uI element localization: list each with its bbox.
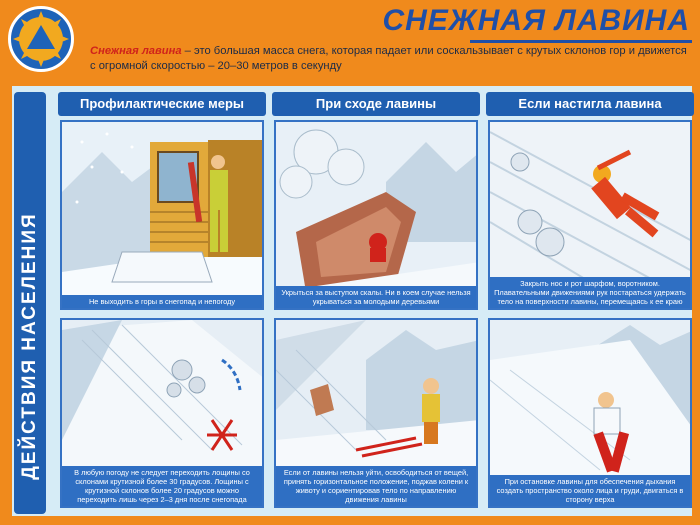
intro-text — [90, 44, 690, 80]
panel-slope-crossing — [60, 318, 264, 508]
column-prevention — [58, 92, 266, 516]
panel-rock-shelter — [274, 120, 478, 310]
caption-horizontal-position: Если от лавины нельзя уйти, освободиться от вещей, принять горизонтальное положение, поджав колени к животу и сориентировав тело по направлению движения лавины — [276, 466, 476, 506]
panel-breathing-space — [488, 318, 692, 508]
column-avalanche-start — [272, 92, 480, 516]
caption-swim-to-edge: Закрыть нос и рот шарфом, воротником. Плавательными движениями рук постараться удержать тело на поверхности лавины, перемещаясь к ее краю — [490, 277, 690, 308]
caption-rock-shelter: Укрыться за выступом скалы. Ни в коем случае нельзя укрываться за молодыми деревьями — [276, 286, 476, 308]
caption-stay-home: Не выходить в горы в снегопад и непогоду — [62, 295, 262, 308]
civil-defense-emblem-icon — [8, 6, 74, 72]
sidebar-banner — [14, 92, 46, 514]
title-underline — [470, 40, 692, 43]
intro-term: Снежная лавина — [90, 45, 182, 57]
column-header-caught: Если настигла лавина — [486, 92, 694, 116]
panel-swim-to-edge — [488, 120, 692, 310]
intro-definition: – это большая масса снега, которая падает или соскальзывает с крутых склонов гор и движется с огромной скоростью – 20–30 метров в секунду — [90, 45, 687, 72]
panel-horizontal-position — [274, 318, 478, 508]
caption-slope-crossing: В любую погоду не следует переходить лощины со склонами крутизной более 30 градусов. Лощины с крутизной склонов более 20 градусов можно переходить лишь через 2–3 дня после снегопада — [62, 466, 262, 506]
caption-breathing-space: При остановке лавины для обеспечения дыхания создать пространство около лица и груди, двигаться в сторону верха — [490, 475, 690, 506]
column-header-prevention: Профилактические меры — [58, 92, 266, 116]
column-header-avalanche-start: При сходе лавины — [272, 92, 480, 116]
illustration-rock-shelter — [276, 122, 478, 310]
sidebar-label: ДЕЙСТВИЯ НАСЕЛЕНИЯ — [19, 212, 40, 480]
column-caught — [486, 92, 694, 516]
illustration-stay-home — [62, 122, 264, 310]
page-title: СНЕЖНАЯ ЛАВИНА — [382, 4, 690, 37]
panel-stay-home — [60, 120, 264, 310]
